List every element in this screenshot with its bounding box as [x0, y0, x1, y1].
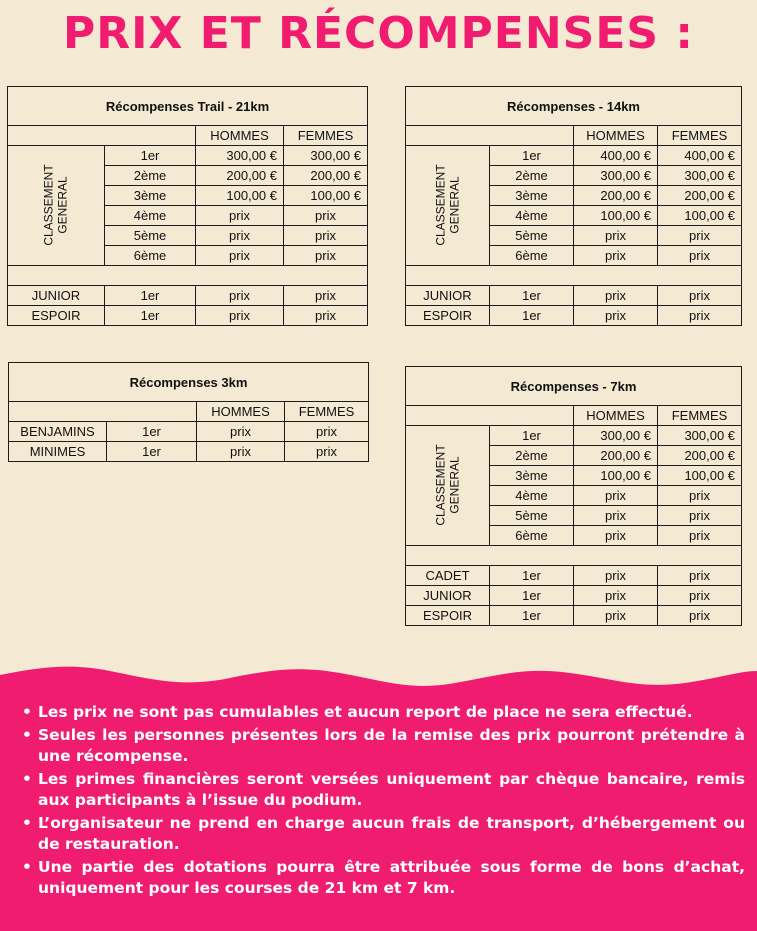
notes-list — [20, 702, 745, 901]
prize-femmes: prix — [284, 306, 368, 326]
classement-general-label: CLASSEMENT GENERAL — [8, 146, 105, 266]
category: ESPOIR — [406, 306, 490, 326]
prize-femmes: prix — [658, 306, 742, 326]
prize-hommes: prix — [574, 306, 658, 326]
rank: 1er — [105, 306, 196, 326]
prize-hommes: prix — [574, 606, 658, 626]
prize-femmes: prix — [284, 286, 368, 306]
prize-hommes: 300,00 € — [574, 426, 658, 446]
prize-hommes: prix — [196, 306, 284, 326]
prize-hommes: 400,00 € — [574, 146, 658, 166]
prize-hommes: 300,00 € — [574, 166, 658, 186]
note-item: • Les prix ne sont pas cumulables et aucun report de place ne sera effectué. — [20, 702, 745, 723]
prize-femmes: prix — [658, 586, 742, 606]
col-hommes: HOMMES — [574, 126, 658, 146]
note-item: • Les primes financières seront versées uniquement par chèque bancaire, remis aux participants à l’issue du podium. — [20, 769, 745, 811]
category: CADET — [406, 566, 490, 586]
prize-femmes: prix — [658, 226, 742, 246]
prize-femmes: 200,00 € — [658, 446, 742, 466]
rewards-table-7km — [405, 366, 742, 626]
col-hommes: HOMMES — [196, 126, 284, 146]
col-femmes: FEMMES — [284, 126, 368, 146]
rank: 1er — [490, 286, 574, 306]
note-item: • Une partie des dotations pourra être attribuée sous forme de bons d’achat, uniquement pour les courses de 21 km et 7 km. — [20, 857, 745, 899]
prize-femmes: prix — [658, 566, 742, 586]
col-femmes: FEMMES — [658, 406, 742, 426]
rank: 1er — [490, 426, 574, 446]
rank: 1er — [490, 586, 574, 606]
prize-hommes: prix — [197, 442, 285, 462]
rewards-table-3km — [8, 362, 369, 462]
classement-general-label: CLASSEMENT GENERAL — [406, 426, 490, 546]
rank: 1er — [490, 606, 574, 626]
rank: 5ème — [490, 506, 574, 526]
prize-hommes: prix — [196, 246, 284, 266]
prize-femmes: prix — [658, 506, 742, 526]
prize-hommes: prix — [574, 526, 658, 546]
col-hommes: HOMMES — [574, 406, 658, 426]
prize-femmes: 200,00 € — [284, 166, 368, 186]
prize-femmes: 200,00 € — [658, 186, 742, 206]
prize-hommes: prix — [574, 506, 658, 526]
prize-hommes: prix — [196, 286, 284, 306]
table-title: Récompenses - 7km — [406, 367, 742, 406]
rank: 4ème — [490, 486, 574, 506]
prize-hommes: prix — [574, 226, 658, 246]
prize-hommes: prix — [574, 286, 658, 306]
rank: 6ème — [490, 246, 574, 266]
rank: 1er — [490, 566, 574, 586]
rank: 3ème — [490, 186, 574, 206]
rank: 2ème — [490, 166, 574, 186]
category: JUNIOR — [406, 286, 490, 306]
classement-general-label: CLASSEMENT GENERAL — [406, 146, 490, 266]
prize-hommes: 300,00 € — [196, 146, 284, 166]
prize-femmes: 100,00 € — [284, 186, 368, 206]
prize-femmes: 300,00 € — [284, 146, 368, 166]
prize-femmes: 400,00 € — [658, 146, 742, 166]
rank: 1er — [107, 442, 197, 462]
prize-hommes: prix — [197, 422, 285, 442]
prize-femmes: prix — [658, 526, 742, 546]
prize-hommes: 100,00 € — [574, 206, 658, 226]
rank: 5ème — [490, 226, 574, 246]
prize-femmes: 100,00 € — [658, 466, 742, 486]
prize-hommes: prix — [196, 226, 284, 246]
rank: 2ème — [105, 166, 196, 186]
prize-femmes: prix — [284, 206, 368, 226]
col-femmes: FEMMES — [285, 402, 369, 422]
rank: 1er — [105, 286, 196, 306]
prize-femmes: prix — [284, 246, 368, 266]
prize-hommes: 200,00 € — [196, 166, 284, 186]
prize-hommes: 200,00 € — [574, 446, 658, 466]
prize-femmes: prix — [658, 486, 742, 506]
rank: 1er — [490, 146, 574, 166]
prize-hommes: prix — [574, 246, 658, 266]
col-hommes: HOMMES — [197, 402, 285, 422]
prize-hommes: 100,00 € — [574, 466, 658, 486]
prize-femmes: 300,00 € — [658, 166, 742, 186]
rank: 1er — [105, 146, 196, 166]
prize-femmes: 300,00 € — [658, 426, 742, 446]
table-title: Récompenses Trail - 21km — [8, 87, 368, 126]
note-item: • Seules les personnes présentes lors de la remise des prix pourront prétendre à une récompense. — [20, 725, 745, 767]
prize-hommes: 100,00 € — [196, 186, 284, 206]
table-title: Récompenses 3km — [9, 363, 369, 402]
page-title: PRIX ET RÉCOMPENSES : — [62, 8, 695, 59]
category: JUNIOR — [8, 286, 105, 306]
prize-hommes: prix — [574, 486, 658, 506]
rank: 6ème — [105, 246, 196, 266]
category: BENJAMINS — [9, 422, 107, 442]
prize-hommes: prix — [574, 566, 658, 586]
prize-femmes: prix — [658, 286, 742, 306]
rewards-table-14km — [405, 86, 742, 326]
prize-femmes: 100,00 € — [658, 206, 742, 226]
rank: 5ème — [105, 226, 196, 246]
table-title: Récompenses - 14km — [406, 87, 742, 126]
rank: 1er — [490, 306, 574, 326]
rewards-table-21km — [7, 86, 368, 326]
prize-hommes: prix — [574, 586, 658, 606]
note-item: • L’organisateur ne prend en charge aucun frais de transport, d’hébergement ou de restauration. — [20, 813, 745, 855]
category: MINIMES — [9, 442, 107, 462]
category: ESPOIR — [8, 306, 105, 326]
rank: 4ème — [490, 206, 574, 226]
category: JUNIOR — [406, 586, 490, 606]
prize-femmes: prix — [284, 226, 368, 246]
prize-femmes: prix — [285, 422, 369, 442]
prize-femmes: prix — [658, 246, 742, 266]
prize-hommes: 200,00 € — [574, 186, 658, 206]
rank: 4ème — [105, 206, 196, 226]
rank: 6ème — [490, 526, 574, 546]
col-femmes: FEMMES — [658, 126, 742, 146]
prize-hommes: prix — [196, 206, 284, 226]
rank: 2ème — [490, 446, 574, 466]
prize-femmes: prix — [285, 442, 369, 462]
category: ESPOIR — [406, 606, 490, 626]
rank: 3ème — [105, 186, 196, 206]
rank: 3ème — [490, 466, 574, 486]
rank: 1er — [107, 422, 197, 442]
prize-femmes: prix — [658, 606, 742, 626]
